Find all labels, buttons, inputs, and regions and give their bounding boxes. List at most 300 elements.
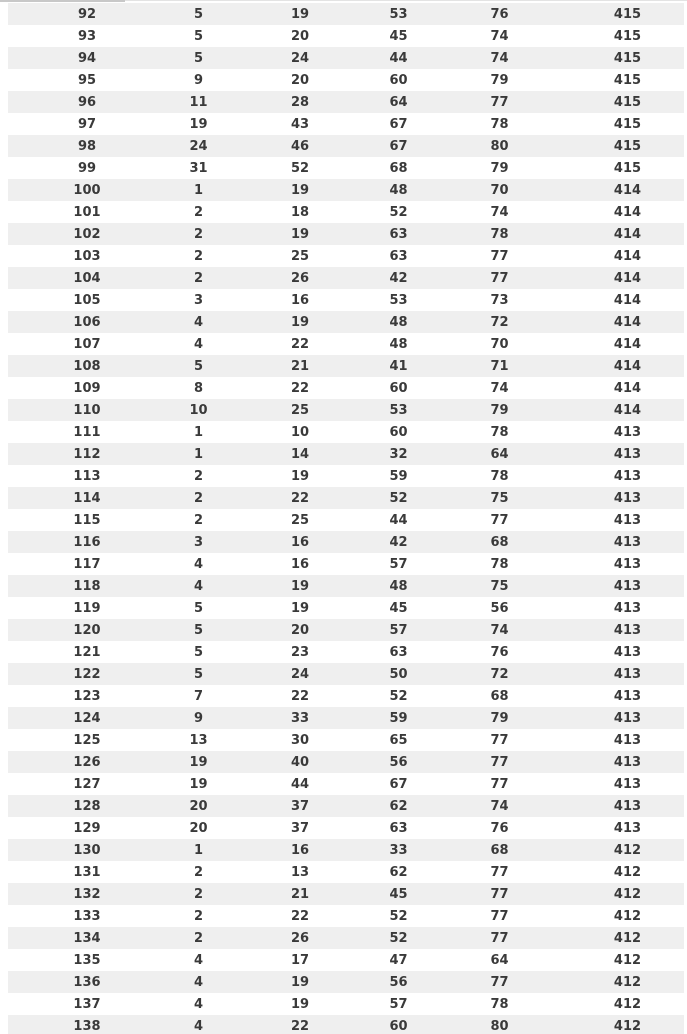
table-row [8,971,684,993]
row-index-cell[interactable]: 134 [8,927,166,949]
col-6-cell[interactable]: 415 [571,91,684,113]
col-5-cell[interactable]: 79 [428,399,571,421]
col-4-cell[interactable]: 53 [369,289,428,311]
col-3-cell[interactable]: 19 [231,971,369,993]
col-2-cell[interactable]: 1 [166,179,231,201]
col-3-cell[interactable]: 22 [231,685,369,707]
col-5-cell[interactable]: 76 [428,3,571,25]
col-4-cell[interactable]: 59 [369,465,428,487]
col-2-cell[interactable]: 2 [166,509,231,531]
table-row [8,465,684,487]
col-2-cell[interactable]: 2 [166,905,231,927]
row-index-cell[interactable]: 114 [8,487,166,509]
table-row [8,91,684,113]
col-4-cell[interactable]: 44 [369,509,428,531]
col-4-cell[interactable]: 56 [369,751,428,773]
col-3-cell[interactable]: 23 [231,641,369,663]
col-5-cell[interactable]: 78 [428,993,571,1015]
col-2-cell[interactable]: 9 [166,69,231,91]
col-3-cell[interactable]: 16 [231,553,369,575]
col-3-cell[interactable]: 52 [231,157,369,179]
col-5-cell[interactable]: 77 [428,861,571,883]
col-6-cell[interactable]: 412 [571,861,684,883]
table-row [8,487,684,509]
col-2-cell[interactable]: 19 [166,773,231,795]
col-4-cell[interactable]: 33 [369,839,428,861]
row-index-cell[interactable]: 108 [8,355,166,377]
col-6-cell[interactable]: 413 [571,795,684,817]
col-3-cell[interactable]: 19 [231,179,369,201]
row-index-cell[interactable]: 130 [8,839,166,861]
col-6-cell[interactable]: 413 [571,641,684,663]
col-6-cell[interactable]: 412 [571,927,684,949]
row-index-cell[interactable]: 106 [8,311,166,333]
col-6-cell[interactable]: 412 [571,949,684,971]
col-2-cell[interactable]: 4 [166,575,231,597]
col-3-cell[interactable]: 16 [231,289,369,311]
col-4-cell[interactable]: 52 [369,201,428,223]
col-6-cell[interactable]: 415 [571,25,684,47]
col-3-cell[interactable]: 33 [231,707,369,729]
col-3-cell[interactable]: 17 [231,949,369,971]
col-5-cell[interactable]: 74 [428,201,571,223]
col-3-cell[interactable]: 19 [231,575,369,597]
row-index-cell[interactable]: 94 [8,47,166,69]
col-3-cell[interactable]: 19 [231,993,369,1015]
row-index-cell[interactable]: 107 [8,333,166,355]
col-6-cell[interactable]: 413 [571,619,684,641]
col-2-cell[interactable]: 9 [166,707,231,729]
table-row [8,223,684,245]
col-4-cell[interactable]: 67 [369,113,428,135]
col-2-cell[interactable]: 1 [166,421,231,443]
col-4-cell[interactable]: 60 [369,69,428,91]
row-index-cell[interactable]: 129 [8,817,166,839]
col-4-cell[interactable]: 47 [369,949,428,971]
row-index-cell[interactable]: 127 [8,773,166,795]
col-3-cell[interactable]: 22 [231,377,369,399]
col-5-cell[interactable]: 75 [428,575,571,597]
col-5-cell[interactable]: 77 [428,751,571,773]
col-6-cell[interactable]: 415 [571,135,684,157]
col-5-cell[interactable]: 68 [428,685,571,707]
col-6-cell[interactable]: 413 [571,817,684,839]
row-index-cell[interactable]: 124 [8,707,166,729]
col-3-cell[interactable]: 25 [231,399,369,421]
row-index-cell[interactable]: 126 [8,751,166,773]
row-index-cell[interactable]: 119 [8,597,166,619]
col-6-cell[interactable]: 413 [571,729,684,751]
col-5-cell[interactable]: 77 [428,91,571,113]
col-4-cell[interactable]: 65 [369,729,428,751]
col-5-cell[interactable]: 78 [428,553,571,575]
col-3-cell[interactable]: 40 [231,751,369,773]
col-4-cell[interactable]: 60 [369,1015,428,1034]
col-4-cell[interactable]: 52 [369,487,428,509]
row-index-cell[interactable]: 123 [8,685,166,707]
row-index-cell[interactable]: 115 [8,509,166,531]
col-4-cell[interactable]: 44 [369,47,428,69]
col-5-cell[interactable]: 77 [428,773,571,795]
col-3-cell[interactable]: 24 [231,663,369,685]
table-row [8,927,684,949]
col-2-cell[interactable]: 4 [166,553,231,575]
col-3-cell[interactable]: 30 [231,729,369,751]
col-6-cell[interactable]: 413 [571,421,684,443]
col-5-cell[interactable]: 80 [428,1015,571,1034]
col-3-cell[interactable]: 26 [231,927,369,949]
col-2-cell[interactable]: 5 [166,619,231,641]
col-4-cell[interactable]: 42 [369,267,428,289]
col-4-cell[interactable]: 62 [369,861,428,883]
col-2-cell[interactable]: 4 [166,971,231,993]
col-2-cell[interactable]: 11 [166,91,231,113]
col-4-cell[interactable]: 56 [369,971,428,993]
col-2-cell[interactable]: 2 [166,465,231,487]
col-6-cell[interactable]: 412 [571,905,684,927]
row-index-cell[interactable]: 137 [8,993,166,1015]
col-5-cell[interactable]: 80 [428,135,571,157]
col-3-cell[interactable]: 22 [231,333,369,355]
row-index-cell[interactable]: 100 [8,179,166,201]
table-row [8,707,684,729]
col-2-cell[interactable]: 20 [166,795,231,817]
col-3-cell[interactable]: 20 [231,619,369,641]
col-2-cell[interactable]: 13 [166,729,231,751]
col-6-cell[interactable]: 415 [571,113,684,135]
col-6-cell[interactable]: 413 [571,465,684,487]
col-5-cell[interactable]: 68 [428,839,571,861]
col-6-cell[interactable]: 412 [571,993,684,1015]
col-5-cell[interactable]: 68 [428,531,571,553]
col-5-cell[interactable]: 77 [428,971,571,993]
col-4-cell[interactable]: 57 [369,993,428,1015]
col-5-cell[interactable]: 77 [428,927,571,949]
col-2-cell[interactable]: 8 [166,377,231,399]
col-5-cell[interactable]: 71 [428,355,571,377]
row-index-cell[interactable]: 116 [8,531,166,553]
col-5-cell[interactable]: 77 [428,509,571,531]
table-row [8,839,684,861]
col-2-cell[interactable]: 20 [166,817,231,839]
col-6-cell[interactable]: 414 [571,245,684,267]
col-2-cell[interactable]: 4 [166,333,231,355]
col-4-cell[interactable]: 53 [369,3,428,25]
row-index-cell[interactable]: 95 [8,69,166,91]
col-3-cell[interactable]: 25 [231,509,369,531]
col-2-cell[interactable]: 1 [166,443,231,465]
col-2-cell[interactable]: 19 [166,113,231,135]
col-5-cell[interactable]: 79 [428,157,571,179]
col-6-cell[interactable]: 413 [571,707,684,729]
col-3-cell[interactable]: 37 [231,795,369,817]
col-4-cell[interactable]: 48 [369,311,428,333]
col-3-cell[interactable]: 46 [231,135,369,157]
col-6-cell[interactable]: 413 [571,663,684,685]
row-index-cell[interactable]: 113 [8,465,166,487]
col-6-cell[interactable]: 413 [571,597,684,619]
col-5-cell[interactable]: 77 [428,245,571,267]
col-2-cell[interactable]: 5 [166,355,231,377]
row-index-cell[interactable]: 112 [8,443,166,465]
col-6-cell[interactable]: 415 [571,157,684,179]
col-2-cell[interactable]: 1 [166,839,231,861]
col-5-cell[interactable]: 77 [428,883,571,905]
col-5-cell[interactable]: 78 [428,113,571,135]
col-5-cell[interactable]: 77 [428,905,571,927]
row-index-cell[interactable]: 109 [8,377,166,399]
table-row [8,443,684,465]
col-4-cell[interactable]: 45 [369,883,428,905]
table-row [8,355,684,377]
col-2-cell[interactable]: 31 [166,157,231,179]
col-6-cell[interactable]: 413 [571,487,684,509]
col-3-cell[interactable]: 18 [231,201,369,223]
col-2-cell[interactable]: 5 [166,3,231,25]
col-2-cell[interactable]: 5 [166,25,231,47]
col-6-cell[interactable]: 415 [571,69,684,91]
col-2-cell[interactable]: 4 [166,1015,231,1034]
row-index-cell[interactable]: 102 [8,223,166,245]
col-2-cell[interactable]: 7 [166,685,231,707]
col-2-cell[interactable]: 2 [166,487,231,509]
col-6-cell[interactable]: 413 [571,531,684,553]
col-4-cell[interactable]: 45 [369,25,428,47]
col-3-cell[interactable]: 20 [231,69,369,91]
col-5-cell[interactable]: 74 [428,47,571,69]
col-2-cell[interactable]: 2 [166,927,231,949]
col-5-cell[interactable]: 78 [428,223,571,245]
col-3-cell[interactable]: 19 [231,3,369,25]
row-index-cell[interactable]: 99 [8,157,166,179]
col-2-cell[interactable]: 2 [166,201,231,223]
col-2-cell[interactable]: 2 [166,223,231,245]
table-row [8,25,684,47]
col-5-cell[interactable]: 72 [428,311,571,333]
col-2-cell[interactable]: 10 [166,399,231,421]
col-2-cell[interactable]: 3 [166,531,231,553]
col-5-cell[interactable]: 78 [428,421,571,443]
col-6-cell[interactable]: 412 [571,971,684,993]
col-3-cell[interactable]: 14 [231,443,369,465]
col-2-cell[interactable]: 2 [166,267,231,289]
col-2-cell[interactable]: 19 [166,751,231,773]
col-2-cell[interactable]: 3 [166,289,231,311]
col-5-cell[interactable]: 75 [428,487,571,509]
col-6-cell[interactable]: 414 [571,333,684,355]
col-5-cell[interactable]: 74 [428,377,571,399]
table-row [8,883,684,905]
col-2-cell[interactable]: 2 [166,245,231,267]
row-index-cell[interactable]: 120 [8,619,166,641]
row-index-cell[interactable]: 111 [8,421,166,443]
col-3-cell[interactable]: 28 [231,91,369,113]
col-4-cell[interactable]: 62 [369,795,428,817]
col-4-cell[interactable]: 42 [369,531,428,553]
row-index-cell[interactable]: 133 [8,905,166,927]
row-index-cell[interactable]: 125 [8,729,166,751]
col-6-cell[interactable]: 413 [571,553,684,575]
col-6-cell[interactable]: 413 [571,443,684,465]
col-4-cell[interactable]: 53 [369,399,428,421]
col-6-cell[interactable]: 413 [571,751,684,773]
col-2-cell[interactable]: 5 [166,641,231,663]
col-6-cell[interactable]: 414 [571,267,684,289]
table-row [8,69,684,91]
col-4-cell[interactable]: 41 [369,355,428,377]
col-4-cell[interactable]: 63 [369,641,428,663]
col-4-cell[interactable]: 48 [369,333,428,355]
col-6-cell[interactable]: 413 [571,575,684,597]
col-6-cell[interactable]: 414 [571,399,684,421]
col-3-cell[interactable]: 16 [231,839,369,861]
col-2-cell[interactable]: 4 [166,311,231,333]
row-index-cell[interactable]: 105 [8,289,166,311]
col-4-cell[interactable]: 52 [369,685,428,707]
col-4-cell[interactable]: 52 [369,927,428,949]
col-5-cell[interactable]: 72 [428,663,571,685]
col-5-cell[interactable]: 79 [428,69,571,91]
col-4-cell[interactable]: 50 [369,663,428,685]
col-6-cell[interactable]: 412 [571,839,684,861]
row-index-cell[interactable]: 101 [8,201,166,223]
col-3-cell[interactable]: 24 [231,47,369,69]
col-4-cell[interactable]: 63 [369,817,428,839]
col-6-cell[interactable]: 413 [571,509,684,531]
col-5-cell[interactable]: 76 [428,641,571,663]
col-6-cell[interactable]: 414 [571,223,684,245]
col-5-cell[interactable]: 74 [428,25,571,47]
row-index-cell[interactable]: 110 [8,399,166,421]
col-6-cell[interactable]: 412 [571,883,684,905]
col-4-cell[interactable]: 64 [369,91,428,113]
col-5-cell[interactable]: 73 [428,289,571,311]
col-4-cell[interactable]: 52 [369,905,428,927]
row-index-cell[interactable]: 122 [8,663,166,685]
row-index-cell[interactable]: 128 [8,795,166,817]
row-index-cell[interactable]: 92 [8,3,166,25]
table-row [8,949,684,971]
col-5-cell[interactable]: 70 [428,179,571,201]
col-3-cell[interactable]: 44 [231,773,369,795]
col-6-cell[interactable]: 413 [571,685,684,707]
col-3-cell[interactable]: 22 [231,1015,369,1034]
col-4-cell[interactable]: 45 [369,597,428,619]
table-row [8,531,684,553]
row-index-cell[interactable]: 104 [8,267,166,289]
col-5-cell[interactable]: 76 [428,817,571,839]
col-2-cell[interactable]: 5 [166,47,231,69]
row-index-cell[interactable]: 132 [8,883,166,905]
col-4-cell[interactable]: 68 [369,157,428,179]
col-2-cell[interactable]: 2 [166,883,231,905]
col-3-cell[interactable]: 43 [231,113,369,135]
col-2-cell[interactable]: 2 [166,861,231,883]
col-4-cell[interactable]: 63 [369,245,428,267]
col-3-cell[interactable]: 19 [231,465,369,487]
col-6-cell[interactable]: 415 [571,3,684,25]
col-2-cell[interactable]: 24 [166,135,231,157]
col-4-cell[interactable]: 59 [369,707,428,729]
col-3-cell[interactable]: 19 [231,223,369,245]
row-index-cell[interactable]: 138 [8,1015,166,1034]
col-4-cell[interactable]: 57 [369,619,428,641]
col-3-cell[interactable]: 16 [231,531,369,553]
col-3-cell[interactable]: 19 [231,311,369,333]
col-5-cell[interactable]: 79 [428,707,571,729]
col-3-cell[interactable]: 22 [231,487,369,509]
col-2-cell[interactable]: 4 [166,949,231,971]
col-4-cell[interactable]: 57 [369,553,428,575]
col-3-cell[interactable]: 13 [231,861,369,883]
col-6-cell[interactable]: 414 [571,179,684,201]
col-3-cell[interactable]: 22 [231,905,369,927]
col-6-cell[interactable]: 415 [571,47,684,69]
col-3-cell[interactable]: 21 [231,883,369,905]
row-index-cell[interactable]: 136 [8,971,166,993]
row-index-cell[interactable]: 97 [8,113,166,135]
row-index-cell[interactable]: 96 [8,91,166,113]
col-4-cell[interactable]: 67 [369,773,428,795]
col-4-cell[interactable]: 60 [369,377,428,399]
col-2-cell[interactable]: 5 [166,597,231,619]
col-5-cell[interactable]: 78 [428,465,571,487]
col-5-cell[interactable]: 74 [428,619,571,641]
col-3-cell[interactable]: 37 [231,817,369,839]
row-index-cell[interactable]: 98 [8,135,166,157]
col-6-cell[interactable]: 413 [571,773,684,795]
col-4-cell[interactable]: 32 [369,443,428,465]
col-5-cell[interactable]: 64 [428,949,571,971]
col-4-cell[interactable]: 63 [369,223,428,245]
col-3-cell[interactable]: 19 [231,597,369,619]
col-6-cell[interactable]: 414 [571,289,684,311]
col-6-cell[interactable]: 414 [571,355,684,377]
col-5-cell[interactable]: 74 [428,795,571,817]
col-4-cell[interactable]: 67 [369,135,428,157]
row-index-cell[interactable]: 135 [8,949,166,971]
table-row [8,289,684,311]
col-6-cell[interactable]: 414 [571,311,684,333]
col-6-cell[interactable]: 414 [571,201,684,223]
col-5-cell[interactable]: 64 [428,443,571,465]
col-4-cell[interactable]: 60 [369,421,428,443]
col-4-cell[interactable]: 48 [369,179,428,201]
row-index-cell[interactable]: 131 [8,861,166,883]
col-5-cell[interactable]: 77 [428,267,571,289]
row-index-cell[interactable]: 93 [8,25,166,47]
table-row [8,421,684,443]
table-row [8,553,684,575]
row-index-cell[interactable]: 118 [8,575,166,597]
col-4-cell[interactable]: 48 [369,575,428,597]
col-5-cell[interactable]: 56 [428,597,571,619]
row-index-cell[interactable]: 117 [8,553,166,575]
col-6-cell[interactable]: 412 [571,1015,684,1034]
col-6-cell[interactable]: 414 [571,377,684,399]
col-3-cell[interactable]: 20 [231,25,369,47]
col-3-cell[interactable]: 26 [231,267,369,289]
col-5-cell[interactable]: 77 [428,729,571,751]
col-2-cell[interactable]: 4 [166,993,231,1015]
col-2-cell[interactable]: 5 [166,663,231,685]
row-index-cell[interactable]: 121 [8,641,166,663]
col-5-cell[interactable]: 70 [428,333,571,355]
col-3-cell[interactable]: 25 [231,245,369,267]
col-3-cell[interactable]: 10 [231,421,369,443]
col-3-cell[interactable]: 21 [231,355,369,377]
row-index-cell[interactable]: 103 [8,245,166,267]
